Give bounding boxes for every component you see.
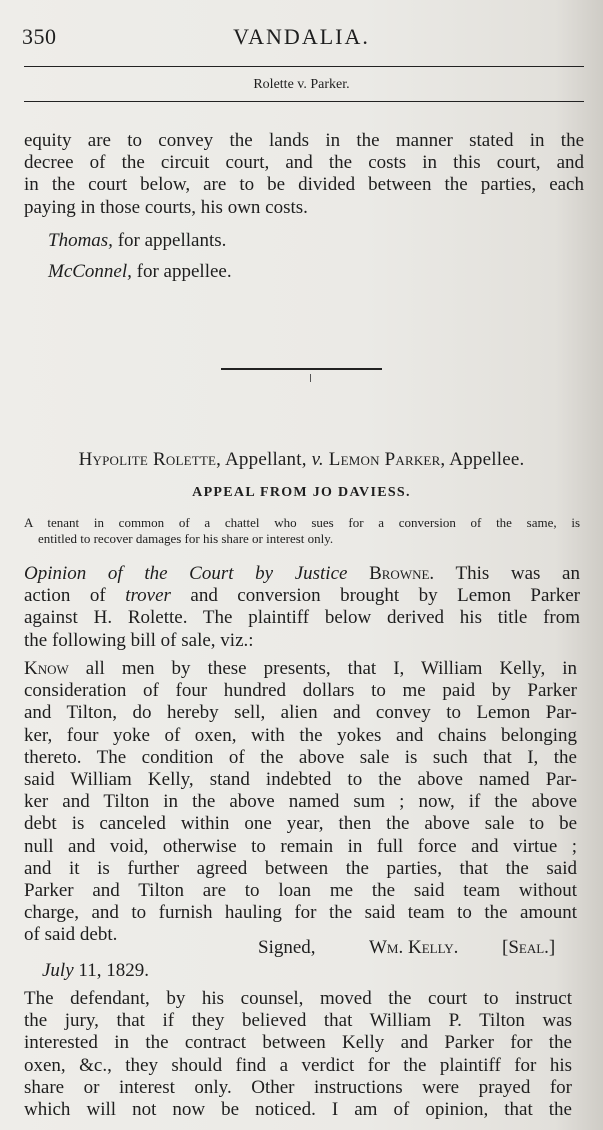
opinion-intro <box>24 563 580 652</box>
intro-rest: This was an <box>434 563 580 584</box>
text-line: The defendant, by his counsel, moved the court to instruct <box>24 988 572 1009</box>
text-line: equity are to convey the lands in the manner stated in the <box>24 130 584 151</box>
seal-mark: [Seal.] <box>502 937 556 958</box>
signed-label: Signed, <box>258 937 316 958</box>
divider-mark <box>310 374 311 382</box>
headnote <box>24 515 580 547</box>
section-divider <box>221 368 382 370</box>
counsel-role: for appellants. <box>112 230 227 251</box>
text-line: said William Kelly, stand indebted to the above named Par- <box>24 769 577 791</box>
text-line: which will not now be noticed. I am of opinion, that the <box>24 1099 572 1121</box>
text-line: the jury, that if they believed that William P. Tilton was <box>24 1010 572 1032</box>
text-line: paying in those courts, his own costs. <box>24 196 308 218</box>
text-line: consideration of four hundred dollars to me paid by Parker <box>24 680 577 702</box>
counsel-name: McConnel, <box>48 261 132 282</box>
text-line: ker, four yoke of oxen, with the yokes and chains belonging <box>24 724 577 746</box>
text-line: and it is further agreed between the parties, that the said <box>24 857 577 879</box>
text-line: and Tilton, do hereby sell, alien and convey to Lemon Par- <box>24 702 577 724</box>
judge-name: Browne. <box>347 563 435 584</box>
text-line: the following bill of sale, viz.: <box>24 629 254 651</box>
text-line: debt is canceled within one year, then the above sale to be <box>24 813 577 835</box>
appellant-role: Appellant, <box>221 449 312 470</box>
versus: v. <box>311 449 324 470</box>
signer-name: Wm. Kelly. <box>369 937 459 958</box>
counsel-appellants <box>48 228 226 254</box>
running-title: VANDALIA. <box>233 24 370 49</box>
appellee-role: Appellee. <box>445 449 525 470</box>
date-rest: 11, 1829. <box>73 960 149 981</box>
text-fragment: action of <box>24 585 126 607</box>
page-number: 350 <box>22 24 57 49</box>
counsel-role: for appellee. <box>131 261 232 282</box>
text-line: share or interest only. Other instructions were prayed for <box>24 1076 572 1098</box>
headnote-line: entitled to recover damages for his share or interest only. <box>38 531 334 546</box>
text-line: ker and Tilton in the above named sum ; now, if the above <box>24 791 577 813</box>
text-line <box>24 563 580 585</box>
text-line: null and void, otherwise to remain in full force and virtue ; <box>24 835 577 857</box>
text-line: thereto. The condition of the above sale is such that I, the <box>24 746 577 768</box>
text-line: decree of the circuit court, and the costs in this court, and <box>24 152 584 174</box>
subtitle-rule <box>24 101 584 102</box>
headnote-line: A tenant in common of a chattel who sues for a conversion of the same, is <box>24 515 580 530</box>
text-line <box>24 658 577 680</box>
previous-case-paragraph <box>24 130 584 219</box>
appeal-from: APPEAL FROM JO DAVIESS. <box>192 485 411 500</box>
text-fragment: all men by these presents, that I, William Kelly, in <box>68 658 577 679</box>
trover-term: trover <box>125 585 171 607</box>
opening-word: Know <box>24 658 69 679</box>
text-line: in the court below, are to be divided between the parties, each <box>24 174 584 196</box>
appellee-name: Lemon Parker, <box>323 449 446 470</box>
text-line: against H. Rolette. The plaintiff below derived his title from <box>24 607 580 629</box>
counsel-appellee <box>48 259 232 285</box>
text-fragment: and conversion brought by Lemon Parker <box>170 585 580 607</box>
text-line: oxen, &c., they should find a verdict for the plaintiff for his <box>24 1054 572 1076</box>
text-line: interested in the contract between Kelly and Parker for the <box>24 1032 572 1054</box>
defendant-paragraph <box>24 988 572 1121</box>
text-line: Parker and Tilton are to loan me the said team without <box>24 880 577 902</box>
bill-date <box>42 960 149 982</box>
counsel-name: Thomas, <box>48 230 113 251</box>
case-subtitle: Rolette v. Parker. <box>253 77 350 92</box>
opinion-label: Opinion of the Court by Justice <box>24 563 348 584</box>
case-title <box>0 449 603 471</box>
date-month: July <box>42 960 74 981</box>
text-line <box>24 585 580 607</box>
text-line: of said debt. <box>24 924 118 946</box>
text-line: charge, and to furnish hauling for the said team to the amount <box>24 902 577 924</box>
appellant-name: Hypolite Rolette, <box>78 449 222 470</box>
bill-of-sale <box>24 658 577 947</box>
header-rule <box>24 66 584 67</box>
